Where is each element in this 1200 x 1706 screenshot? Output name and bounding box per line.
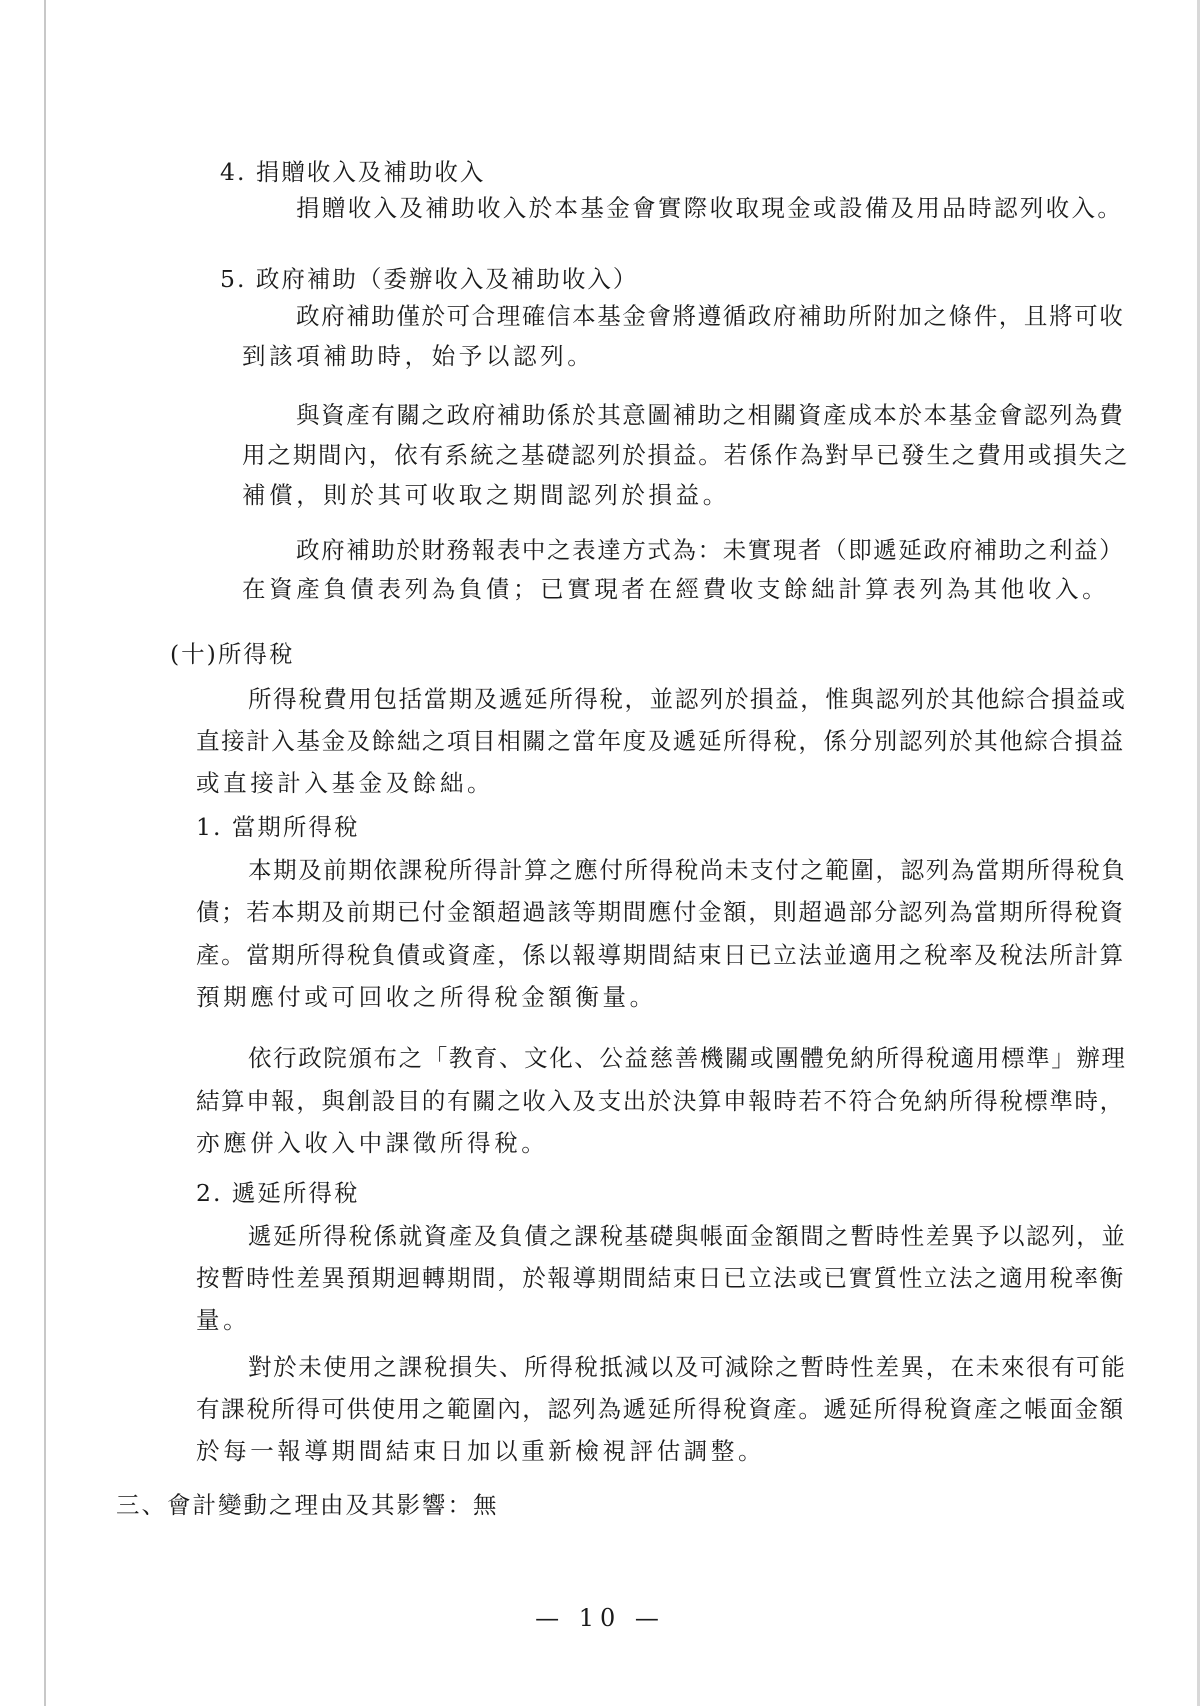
paragraph-line: 補償，則於其可收取之期間認列於損益。 (242, 481, 730, 509)
section-heading-income-tax: (十)所得稅 (170, 640, 295, 668)
paragraph-line: 遞延所得稅係就資產及負債之課稅基礎與帳面金額間之暫時性差異予以認列，並 (248, 1222, 1127, 1250)
paragraph-line: 依行政院頒布之「教育、文化、公益慈善機關或團體免納所得稅適用標準」辦理 (248, 1044, 1127, 1072)
paragraph-line: 到該項補助時，始予以認列。 (242, 342, 595, 370)
paragraph-line: 本期及前期依課稅所得計算之應付所得稅尚未支付之範圍，認列為當期所得稅負 (248, 856, 1127, 884)
item-heading-government-grants: 5. 政府補助（委辦收入及補助收入） (220, 265, 639, 293)
page-number: — 10 — (535, 1604, 665, 1632)
paragraph-line: 預期應付或可回收之所得稅金額衡量。 (196, 983, 657, 1011)
paragraph-line: 直接計入基金及餘絀之項目相關之當年度及遞延所得稅，係分別認列於其他綜合損益 (196, 727, 1125, 755)
scan-edge (44, 0, 46, 1706)
paragraph-line: 於每一報導期間結束日加以重新檢視評估調整。 (196, 1437, 766, 1465)
paragraph-line: 有課稅所得可供使用之範圍內，認列為遞延所得稅資產。遞延所得稅資產之帳面金額 (196, 1395, 1125, 1423)
paragraph-line: 或直接計入基金及餘絀。 (196, 769, 495, 797)
paragraph-line: 亦應併入收入中課徵所得稅。 (196, 1129, 549, 1157)
paragraph-line: 捐贈收入及補助收入於本基金會實際收取現金或設備及用品時認列收入。 (296, 194, 1124, 222)
paragraph-line: 按暫時性差異預期迴轉期間，於報導期間結束日已立法或已實質性立法之適用稅率衡 (196, 1264, 1125, 1292)
paragraph-line: 與資產有關之政府補助係於其意圖補助之相關資產成本於本基金會認列為費 (296, 401, 1125, 429)
item-heading-deferred-tax: 2. 遞延所得稅 (196, 1179, 360, 1207)
paragraph-line: 所得稅費用包括當期及遞延所得稅，並認列於損益，惟與認列於其他綜合損益或 (248, 685, 1127, 713)
paragraph-line: 政府補助僅於可合理確信本基金會將遵循政府補助所附加之條件，且將可收 (296, 302, 1125, 330)
paragraph-line: 對於未使用之課稅損失、所得稅抵減以及可減除之暫時性差異，在未來很有可能 (248, 1353, 1127, 1381)
paragraph-line: 量。 (196, 1306, 251, 1334)
paragraph-line: 用之期間內，依有系統之基礎認列於損益。若係作為對早已發生之費用或損失之 (242, 441, 1130, 469)
item-heading-current-tax: 1. 當期所得稅 (196, 813, 360, 841)
paragraph-line: 在資產負債表列為負債；已實現者在經費收支餘絀計算表列為其他收入。 (242, 575, 1110, 603)
paragraph-line: 產。當期所得稅負債或資產，係以報導期間結束日已立法並適用之稅率及稅法所計算 (196, 941, 1125, 969)
paragraph-line: 結算申報，與創設目的有關之收入及支出於決算申報時若不符合免納所得稅標準時， (196, 1087, 1125, 1115)
section-heading-accounting-changes: 三、會計變動之理由及其影響：無 (116, 1491, 499, 1519)
item-heading-donation-income: 4. 捐贈收入及補助收入 (220, 158, 486, 186)
paragraph-line: 政府補助於財務報表中之表達方式為：未實現者（即遞延政府補助之利益） (296, 536, 1125, 564)
paragraph-line: 債；若本期及前期已付金額超過該等期間應付金額，則超過部分認列為當期所得稅資 (196, 898, 1125, 926)
